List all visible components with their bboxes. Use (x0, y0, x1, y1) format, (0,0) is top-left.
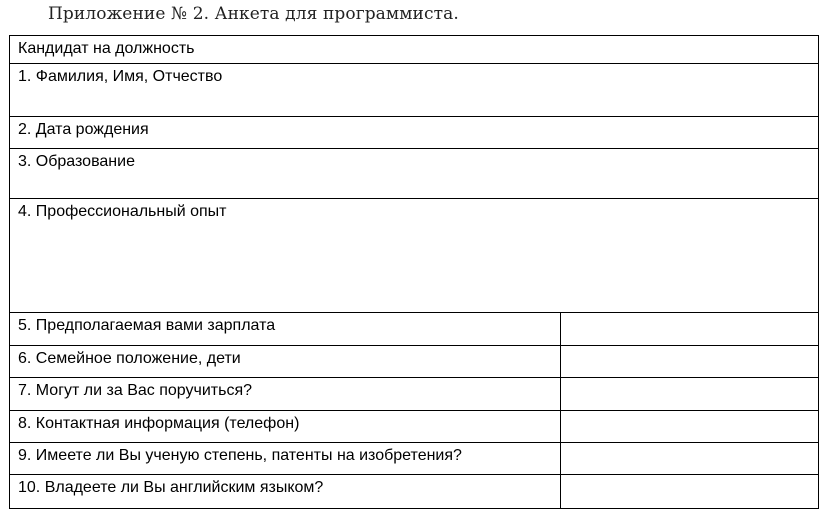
full-name-label: 1. Фамилия, Имя, Отчество (18, 68, 223, 85)
experience-label: 4. Профессиональный опыт (18, 203, 227, 220)
salary-answer-cell[interactable] (561, 313, 819, 346)
birth-date-cell[interactable] (10, 117, 819, 149)
birth-date-label: 2. Дата рождения (18, 121, 149, 138)
table-row (10, 346, 819, 378)
degree-label: 9. Имеете ли Вы ученую степень, патенты на изобретения? (18, 447, 462, 464)
references-answer-cell[interactable] (561, 378, 819, 411)
table-row (10, 117, 819, 149)
table-row (10, 475, 819, 509)
salary-label: 5. Предполагаемая вами зарплата (18, 317, 276, 334)
table-row (10, 149, 819, 199)
position-header-label: Кандидат на должность (18, 40, 195, 57)
contact-answer-cell[interactable] (561, 411, 819, 443)
table-row (10, 378, 819, 411)
family-label: 6. Семейное положение, дети (18, 350, 241, 367)
references-label: 7. Могут ли за Вас поручиться? (18, 382, 252, 399)
references-label-cell (10, 378, 561, 411)
table-row (10, 411, 819, 443)
document-caption: Приложение № 2. Анкета для программиста. (48, 4, 459, 24)
table-row (10, 199, 819, 313)
table-row (10, 36, 819, 64)
questionnaire-table (9, 35, 819, 509)
family-label-cell (10, 346, 561, 378)
experience-cell[interactable] (10, 199, 819, 313)
table-row (10, 313, 819, 346)
degree-answer-cell[interactable] (561, 443, 819, 475)
salary-label-cell (10, 313, 561, 346)
table-row (10, 64, 819, 117)
contact-label-cell (10, 411, 561, 443)
table-row (10, 443, 819, 475)
education-cell[interactable] (10, 149, 819, 199)
family-answer-cell[interactable] (561, 346, 819, 378)
english-label: 10. Владеете ли Вы английским языком? (18, 479, 324, 496)
full-name-cell[interactable] (10, 64, 819, 117)
english-label-cell (10, 475, 561, 509)
degree-label-cell (10, 443, 561, 475)
english-answer-cell[interactable] (561, 475, 819, 509)
education-label: 3. Образование (18, 153, 135, 170)
position-header-cell (10, 36, 819, 64)
contact-label: 8. Контактная информация (телефон) (18, 415, 300, 432)
